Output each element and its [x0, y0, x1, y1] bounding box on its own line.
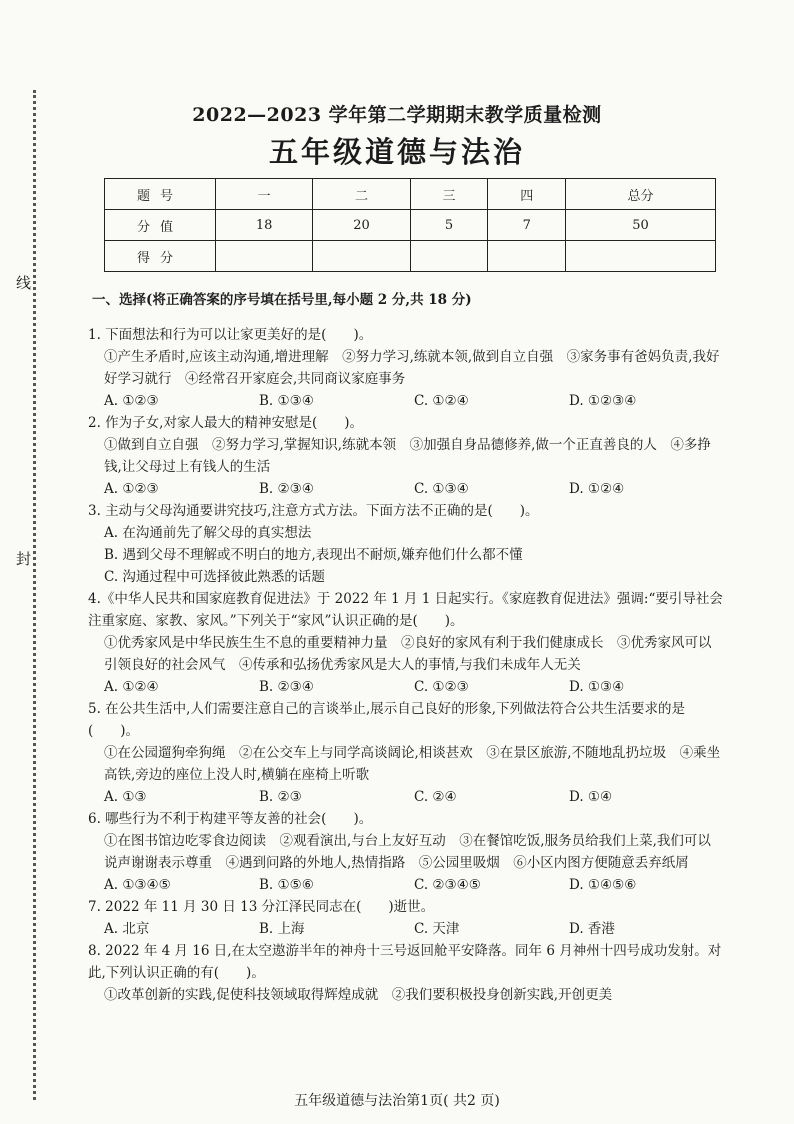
answer-choice[interactable]: A. ①②③	[104, 481, 159, 497]
answer-choice[interactable]: A. ①③④⑤	[104, 877, 171, 893]
score-cell: 7	[488, 210, 566, 241]
score-input-cell[interactable]	[313, 241, 410, 272]
exam-title: 2022—2023 学年第二学期期末教学质量检测	[192, 104, 602, 126]
answer-choices	[88, 390, 724, 412]
binding-mark-bottom: 封	[16, 548, 31, 571]
question-stem: 3. 主动与父母沟通要讲究技巧,注意方式方法。下面方法不正确的是( )。	[88, 503, 539, 519]
answer-choice[interactable]: A. ①③	[104, 789, 147, 805]
score-cell: 5	[410, 210, 488, 241]
score-header-cell: 二	[313, 179, 410, 210]
question-statement: A. 在沟通前先了解父母的真实想法	[104, 525, 312, 541]
answer-choices	[88, 676, 724, 698]
score-input-cell[interactable]	[488, 241, 566, 272]
question-item	[88, 940, 724, 1006]
answer-choice[interactable]: C. ②③④⑤	[414, 877, 481, 893]
answer-choice[interactable]: C. ①②③	[414, 679, 469, 695]
score-header-cell: 四	[488, 179, 566, 210]
question-stem: 7. 2022 年 11 月 30 日 13 分江泽民同志在( )逝世。	[88, 899, 435, 915]
score-input-cell[interactable]	[566, 241, 716, 272]
score-cell: 18	[216, 210, 313, 241]
question-item	[88, 588, 724, 698]
answer-choice[interactable]: A. ①②④	[104, 679, 159, 695]
binding-dotted-line	[33, 90, 36, 1100]
question-item	[88, 324, 724, 412]
answer-choice[interactable]: B. 上海	[259, 921, 305, 937]
answer-choice[interactable]: A. 北京	[104, 921, 150, 937]
answer-choice[interactable]: C. ②④	[414, 789, 457, 805]
question-stem: 5. 在公共生活中,人们需要注意自己的言谈举止,展示自己良好的形象,下列做法符合公共生活要求的是( )。	[88, 701, 686, 739]
question-statement: ①做到自立自强 ②努力学习,掌握知识,练就本领 ③加强自身品德修养,做一个正直善良的人 ④多挣钱,让父母过上有钱人的生活	[104, 437, 711, 475]
score-cell: 得分	[105, 241, 216, 272]
question-statement: B. 遇到父母不理解或不明白的地方,表现出不耐烦,嫌弃他们什么都不懂	[104, 547, 523, 563]
answer-choice[interactable]: D. ①②③④	[569, 393, 637, 409]
answer-choice[interactable]: D. ①④	[569, 789, 613, 805]
question-statement: ①优秀家风是中华民族生生不息的重要精神力量 ②良好的家风有利于我们健康成长 ③优秀家风可以引领良好的社会风气 ④传承和弘扬优秀家风是大人的事情,与我们未成年人无关	[104, 635, 712, 673]
answer-choice[interactable]: D. ①③④	[569, 679, 625, 695]
answer-choice[interactable]: D. ①④⑤⑥	[569, 877, 637, 893]
answer-choice[interactable]: B. ①③④	[259, 393, 314, 409]
question-statement: ①改革创新的实践,促使科技领域取得辉煌成就 ②我们要积极投身创新实践,开创更美	[104, 987, 613, 1003]
answer-choice[interactable]: A. ①②③	[104, 393, 159, 409]
answer-choice[interactable]: C. ①③④	[414, 481, 469, 497]
score-input-cell[interactable]	[410, 241, 488, 272]
question-item	[88, 808, 724, 896]
answer-choice[interactable]: D. ①②④	[569, 481, 625, 497]
answer-choice[interactable]: D. 香港	[569, 921, 615, 937]
answer-choices	[88, 874, 724, 896]
score-cell: 50	[566, 210, 716, 241]
score-table-row	[105, 210, 716, 241]
question-section	[88, 275, 724, 1006]
score-table-row	[105, 241, 716, 272]
answer-choice[interactable]: C. ①②④	[414, 393, 469, 409]
question-item	[88, 412, 724, 500]
question-statement: ①产生矛盾时,应该主动沟通,增进理解 ②努力学习,练就本领,做到自立自强 ③家务事有爸妈负责,我好好学习就行 ④经常召开家庭会,共同商议家庭事务	[104, 349, 720, 387]
score-cell: 分值	[105, 210, 216, 241]
answer-choice[interactable]: B. ①⑤⑥	[259, 877, 314, 893]
score-table	[104, 178, 716, 272]
question-item	[88, 500, 724, 588]
question-list	[88, 324, 724, 1006]
question-statement: C. 沟通过程中可选择彼此熟悉的话题	[104, 569, 325, 585]
question-stem: 8. 2022 年 4 月 16 日,在太空遨游半年的神舟十三号返回舱平安降落。同年 6 月神州十四号成功发射。对此,下列认识正确的有( )。	[88, 943, 722, 981]
score-header-cell: 一	[216, 179, 313, 210]
answer-choice[interactable]: B. ②③	[259, 789, 302, 805]
score-table-header-row	[105, 179, 716, 210]
score-header-cell: 三	[410, 179, 488, 210]
answer-choice[interactable]: B. ②③④	[259, 481, 314, 497]
binding-mark-top: 线	[16, 272, 31, 295]
question-stem: 1. 下面想法和行为可以让家更美好的是( )。	[88, 327, 373, 343]
subject-title: 五年级道德与法治	[268, 135, 525, 169]
question-item	[88, 896, 724, 940]
question-item	[88, 698, 724, 808]
question-stem: 6. 哪些行为不利于构建平等友善的社会( )。	[88, 811, 373, 827]
score-cell: 20	[313, 210, 410, 241]
answer-choices	[88, 478, 724, 500]
score-input-cell[interactable]	[216, 241, 313, 272]
question-statement: ①在公园遛狗牵狗绳 ②在公交车上与同学高谈阔论,相谈甚欢 ③在景区旅游,不随地乱扔垃圾 ④乘坐高铁,旁边的座位上没人时,横躺在座椅上听歌	[104, 745, 721, 783]
answer-choices	[88, 786, 724, 808]
page-footer: 五年级道德与法治第1页( 共2 页)	[294, 1093, 500, 1109]
question-stem: 4.《中华人民共和国家庭教育促进法》于 2022 年 1 月 1 日起实行。《家庭教育促进法》强调:“要引导社会注重家庭、家教、家风。”下列关于“家风”认识正确的是( )。	[88, 591, 723, 629]
section-title: 一、选择(将正确答案的序号填在括号里,每小题 2 分,共 18 分)	[92, 291, 472, 308]
answer-choice[interactable]: C. 天津	[414, 921, 460, 937]
score-header-cell: 题号	[105, 179, 216, 210]
question-stem: 2. 作为子女,对家人最大的精神安慰是( )。	[88, 415, 363, 431]
question-statement: ①在图书馆边吃零食边阅读 ②观看演出,与台上友好互动 ③在餐馆吃饭,服务员给我们上菜,我们可以说声谢谢表示尊重 ④遇到问路的外地人,热情指路 ⑤公园里吸烟 ⑥小区内图方便随意丢弃纸屑	[104, 833, 711, 871]
answer-choices	[88, 918, 724, 940]
answer-choice[interactable]: B. ②③④	[259, 679, 314, 695]
score-header-cell: 总分	[566, 179, 716, 210]
